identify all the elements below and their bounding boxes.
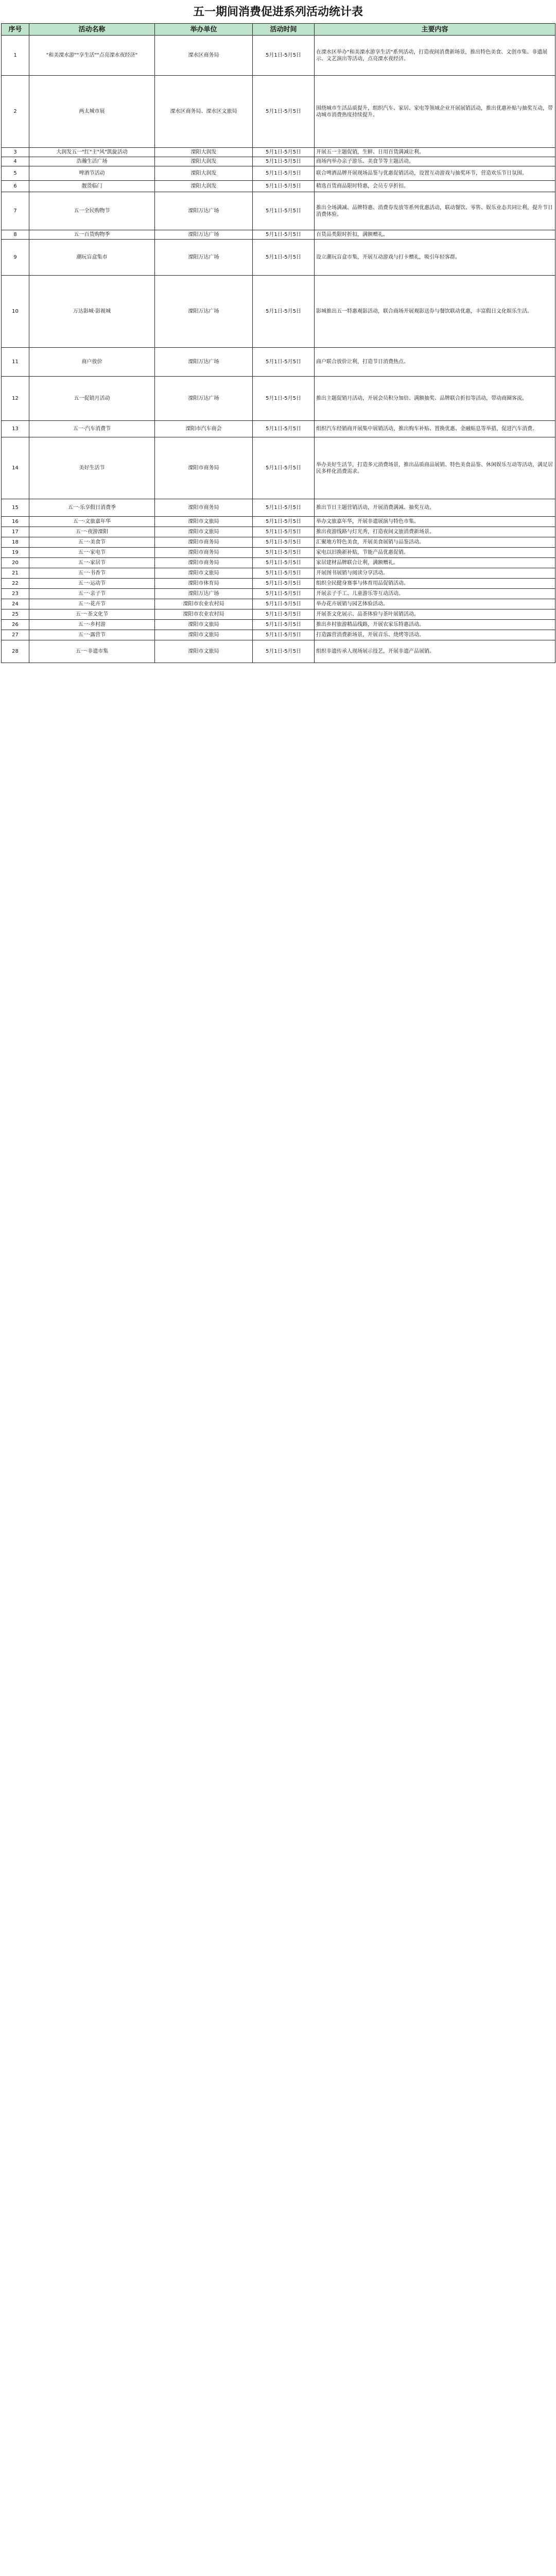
cell-time: 5月1日-5月5日	[253, 157, 315, 166]
cell-org: 溧阳大润发	[155, 181, 253, 192]
cell-time: 5月1日-5月5日	[253, 640, 315, 663]
cell-content: 开展五一主题促销，生鲜、日用百货满减让利。	[315, 148, 555, 157]
cell-name: 五一·乡村游	[29, 620, 155, 630]
cell-no: 18	[2, 537, 29, 548]
cell-no: 9	[2, 240, 29, 276]
cell-time: 5月1日-5月5日	[253, 568, 315, 579]
table-row	[2, 166, 555, 181]
cell-no: 6	[2, 181, 29, 192]
cell-org: 溧阳万达广场	[155, 377, 253, 421]
cell-time: 5月1日-5月5日	[253, 192, 315, 230]
cell-time: 5月1日-5月5日	[253, 558, 315, 568]
cell-org: 溧阳市文旅局	[155, 527, 253, 537]
cell-time: 5月1日-5月5日	[253, 599, 315, 609]
cell-time: 5月1日-5月5日	[253, 421, 315, 437]
cell-no: 24	[2, 599, 29, 609]
cell-content: 推出全场满减、品牌特惠、消费券发放等系列优惠活动，联动餐饮、零售、娱乐业态共同让利，提升节日消费体验。	[315, 192, 555, 230]
table-row	[2, 276, 555, 348]
cell-time: 5月1日-5月5日	[253, 499, 315, 517]
cell-name: 五一·茶文化节	[29, 609, 155, 620]
cell-time: 5月1日-5月5日	[253, 437, 315, 499]
cell-no: 28	[2, 640, 29, 663]
cell-no: 19	[2, 548, 29, 558]
cell-org: 溧阳万达广场	[155, 230, 253, 240]
table-row	[2, 579, 555, 589]
cell-content: 举办花卉展销与园艺体验活动。	[315, 599, 555, 609]
cell-name: 五一·亲子节	[29, 589, 155, 599]
table-row	[2, 589, 555, 599]
cell-time: 5月1日-5月5日	[253, 181, 315, 192]
cell-org: 溧阳市体育局	[155, 579, 253, 589]
header-time: 活动时间	[253, 24, 315, 36]
page	[0, 0, 556, 663]
cell-time: 5月1日-5月5日	[253, 579, 315, 589]
cell-org: 溧阳万达广场	[155, 348, 253, 377]
table-row	[2, 230, 555, 240]
cell-no: 16	[2, 517, 29, 527]
cell-name: 啤酒节活动	[29, 166, 155, 181]
cell-time: 5月1日-5月5日	[253, 76, 315, 148]
cell-no: 7	[2, 192, 29, 230]
table-row	[2, 499, 555, 517]
cell-org: 溧阳市文旅局	[155, 568, 253, 579]
table-row	[2, 599, 555, 609]
cell-no: 25	[2, 609, 29, 620]
cell-content: 打造露营消费新场景，开展音乐、烧烤等活动。	[315, 630, 555, 640]
cell-no: 4	[2, 157, 29, 166]
cell-time: 5月1日-5月5日	[253, 166, 315, 181]
cell-content: 汇聚地方特色美食，开展美食展销与品鉴活动。	[315, 537, 555, 548]
table-row	[2, 568, 555, 579]
cell-name: 五一·美食节	[29, 537, 155, 548]
cell-org: 溧水区商务局	[155, 36, 253, 76]
table-row	[2, 181, 555, 192]
table-row	[2, 348, 555, 377]
cell-content: 组织全民健身赛事与体育用品促销活动。	[315, 579, 555, 589]
table-row	[2, 630, 555, 640]
cell-org: 溧阳市汽车商会	[155, 421, 253, 437]
cell-name: 两太城市展	[29, 76, 155, 148]
cell-content: 组织汽车经销商开展集中展销活动，推出购车补贴、置换优惠、金融贴息等举措，促进汽车消费。	[315, 421, 555, 437]
table-row	[2, 558, 555, 568]
cell-name: 大润发五一"红"主"风"凯旋活动	[29, 148, 155, 157]
cell-content: 影城推出五一特惠观影活动，联合商场开展观影送券与餐饮联动优惠，丰富假日文化娱乐生活。	[315, 276, 555, 348]
cell-name: 五一·文旅嘉年华	[29, 517, 155, 527]
cell-no: 1	[2, 36, 29, 76]
cell-time: 5月1日-5月5日	[253, 609, 315, 620]
cell-name: 靓货临门	[29, 181, 155, 192]
cell-time: 5月1日-5月5日	[253, 630, 315, 640]
cell-name: 五一·花卉节	[29, 599, 155, 609]
table-row	[2, 421, 555, 437]
cell-no: 8	[2, 230, 29, 240]
cell-time: 5月1日-5月5日	[253, 527, 315, 537]
cell-name: 浩瀚生活广场	[29, 157, 155, 166]
cell-content: 举办美好生活节，打造多元消费场景，推出品质商品展销、特色美食品鉴、休闲娱乐互动等活动，满足居民多样化消费需求。	[315, 437, 555, 499]
table-body	[2, 36, 555, 663]
cell-no: 3	[2, 148, 29, 157]
cell-no: 26	[2, 620, 29, 630]
cell-name: 五一·乐享假日消费季	[29, 499, 155, 517]
cell-content: 围绕城市生活品质提升，组织汽车、家居、家电等领域企业开展展销活动，推出优惠补贴与抽奖互动，带动城市消费热度持续提升。	[315, 76, 555, 148]
cell-no: 21	[2, 568, 29, 579]
cell-org: 溧阳市农业农村局	[155, 599, 253, 609]
table-row	[2, 240, 555, 276]
cell-org: 溧阳市文旅局	[155, 517, 253, 527]
cell-name: 商户放价	[29, 348, 155, 377]
cell-content: 联合啤酒品牌开展现场品鉴与优惠促销活动，设置互动游戏与抽奖环节，营造欢乐节日氛围。	[315, 166, 555, 181]
header-organizer: 举办单位	[155, 24, 253, 36]
cell-no: 5	[2, 166, 29, 181]
cell-content: 推出节日主题营销活动，开展消费满减、抽奖互动。	[315, 499, 555, 517]
cell-org: 溧阳大润发	[155, 166, 253, 181]
cell-name: 万达影城·影视城	[29, 276, 155, 348]
cell-content: 举办文旅嘉年华，开展非遗展演与特色市集。	[315, 517, 555, 527]
table-row	[2, 148, 555, 157]
table-row	[2, 640, 555, 663]
cell-name: 潮玩盲盒集市	[29, 240, 155, 276]
cell-name: 五一·书香节	[29, 568, 155, 579]
cell-name: 五一·家电节	[29, 548, 155, 558]
cell-org: 溧水区商务局、溧水区文旅局	[155, 76, 253, 148]
cell-name: 五一百货购物季	[29, 230, 155, 240]
cell-time: 5月1日-5月5日	[253, 620, 315, 630]
header-no: 序号	[2, 24, 29, 36]
cell-org: 溧阳市商务局	[155, 548, 253, 558]
cell-org: 溧阳市商务局	[155, 499, 253, 517]
cell-no: 20	[2, 558, 29, 568]
cell-time: 5月1日-5月5日	[253, 148, 315, 157]
cell-no: 23	[2, 589, 29, 599]
cell-name: 五一促销月活动	[29, 377, 155, 421]
cell-no: 15	[2, 499, 29, 517]
header-name: 活动名称	[29, 24, 155, 36]
cell-no: 17	[2, 527, 29, 537]
table-row	[2, 537, 555, 548]
cell-no: 10	[2, 276, 29, 348]
cell-name: 五一·夜游溧阳	[29, 527, 155, 537]
cell-content: 百货品类限时折扣，满额赠礼。	[315, 230, 555, 240]
cell-time: 5月1日-5月5日	[253, 276, 315, 348]
cell-time: 5月1日-5月5日	[253, 36, 315, 76]
cell-name: 五一·汽车消费节	[29, 421, 155, 437]
cell-no: 22	[2, 579, 29, 589]
cell-content: 组织非遗传承人现场展示技艺，开展非遗产品展销。	[315, 640, 555, 663]
cell-name: "和美溧水游""享生活""点亮溧水夜经济"	[29, 36, 155, 76]
cell-time: 5月1日-5月5日	[253, 377, 315, 421]
cell-org: 溧阳万达广场	[155, 589, 253, 599]
table-row	[2, 548, 555, 558]
document-title: 五一期间消费促进系列活动统计表	[193, 5, 363, 19]
table-header-row	[2, 24, 555, 36]
cell-no: 11	[2, 348, 29, 377]
cell-org: 溧阳万达广场	[155, 276, 253, 348]
cell-no: 14	[2, 437, 29, 499]
cell-org: 溧阳市商务局	[155, 537, 253, 548]
cell-time: 5月1日-5月5日	[253, 589, 315, 599]
cell-name: 五一·非遗市集	[29, 640, 155, 663]
cell-no: 2	[2, 76, 29, 148]
cell-content: 推出夜游线路与灯光秀，打造夜间文旅消费新场景。	[315, 527, 555, 537]
cell-name: 五一·家居节	[29, 558, 155, 568]
table-row	[2, 609, 555, 620]
cell-content: 推出主题促销月活动，开展会员积分加倍、满额抽奖、品牌联合折扣等活动，带动商圈客流。	[315, 377, 555, 421]
cell-content: 家电以旧换新补贴，节能产品优惠促销。	[315, 548, 555, 558]
cell-content: 推出乡村旅游精品线路，开展农家乐特惠活动。	[315, 620, 555, 630]
table-row	[2, 517, 555, 527]
cell-content: 商户联合放价让利，打造节日消费热点。	[315, 348, 555, 377]
cell-time: 5月1日-5月5日	[253, 240, 315, 276]
activity-stats-table	[1, 23, 555, 663]
table-row	[2, 527, 555, 537]
table-row	[2, 192, 555, 230]
cell-time: 5月1日-5月5日	[253, 348, 315, 377]
cell-no: 27	[2, 630, 29, 640]
table-row	[2, 620, 555, 630]
table-row	[2, 437, 555, 499]
cell-org: 溧阳市文旅局	[155, 640, 253, 663]
cell-time: 5月1日-5月5日	[253, 230, 315, 240]
cell-org: 溧阳市文旅局	[155, 620, 253, 630]
cell-content: 开展亲子手工、儿童游乐等互动活动。	[315, 589, 555, 599]
cell-content: 精选百货商品限时特惠，会员专享折扣。	[315, 181, 555, 192]
table-row	[2, 76, 555, 148]
cell-org: 溧阳市商务局	[155, 558, 253, 568]
cell-org: 溧阳市文旅局	[155, 630, 253, 640]
cell-time: 5月1日-5月5日	[253, 537, 315, 548]
cell-name: 五一全民购物节	[29, 192, 155, 230]
cell-content: 家居建材品牌联合让利，满额赠礼。	[315, 558, 555, 568]
cell-org: 溧阳大润发	[155, 157, 253, 166]
cell-name: 五一·运动节	[29, 579, 155, 589]
cell-org: 溧阳大润发	[155, 148, 253, 157]
cell-name: 五一·露营节	[29, 630, 155, 640]
cell-name: 美好生活节	[29, 437, 155, 499]
cell-no: 12	[2, 377, 29, 421]
cell-time: 5月1日-5月5日	[253, 548, 315, 558]
cell-time: 5月1日-5月5日	[253, 517, 315, 527]
header-content: 主要内容	[315, 24, 555, 36]
table-row	[2, 377, 555, 421]
cell-content: 开展茶文化展示、品茶体验与茶叶展销活动。	[315, 609, 555, 620]
table-row	[2, 157, 555, 166]
cell-org: 溧阳市商务局	[155, 437, 253, 499]
cell-org: 溧阳万达广场	[155, 240, 253, 276]
cell-content: 商场内举办亲子游乐、美食节等主题活动。	[315, 157, 555, 166]
cell-content: 设立潮玩盲盒市集，开展互动游戏与打卡赠礼，吸引年轻客群。	[315, 240, 555, 276]
cell-content: 开展图书展销与阅读分享活动。	[315, 568, 555, 579]
table-row	[2, 36, 555, 76]
cell-org: 溧阳万达广场	[155, 192, 253, 230]
cell-no: 13	[2, 421, 29, 437]
cell-org: 溧阳市农业农村局	[155, 609, 253, 620]
cell-content: 在溧水区举办"和美溧水游享生活"系列活动，打造夜间消费新场景，推出特色美食、文创市集、非遗展示、文艺演出等活动，点亮溧水夜经济。	[315, 36, 555, 76]
